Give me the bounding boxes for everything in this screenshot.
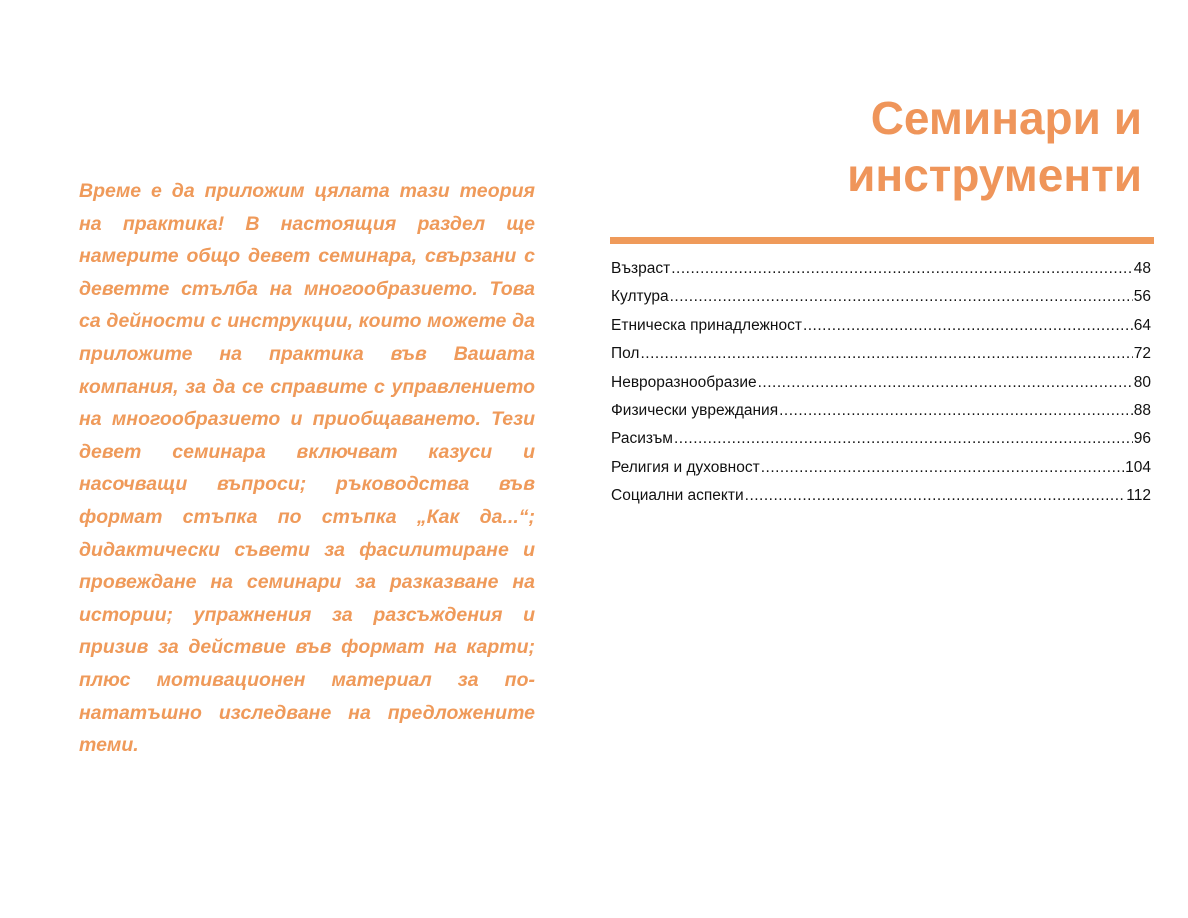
toc-entry-page: 56 xyxy=(1133,288,1151,306)
toc-dot-leader xyxy=(670,288,1133,306)
toc-entry-label: Възраст xyxy=(611,260,671,277)
toc-entry-ethnicity[interactable] xyxy=(611,317,1151,345)
toc-dot-leader xyxy=(671,260,1133,278)
toc-entry-page: 64 xyxy=(1133,316,1151,334)
toc-entry-neurodiversity[interactable] xyxy=(611,374,1151,402)
toc-entry-label: Физически увреждания xyxy=(611,401,779,419)
section-title xyxy=(622,90,1142,204)
toc-entry-age[interactable] xyxy=(611,260,1151,288)
toc-entry-page: 80 xyxy=(1133,373,1151,391)
toc-entry-social[interactable] xyxy=(611,487,1151,515)
toc-entry-label: Култура xyxy=(611,288,669,306)
toc-entry-page: 104 xyxy=(1125,458,1151,476)
toc-entry-label: Пол xyxy=(611,345,640,363)
toc-entry-page: 72 xyxy=(1133,345,1151,363)
toc-entry-page: 96 xyxy=(1133,430,1151,448)
section-title-line-2: инструменти xyxy=(847,149,1142,201)
toc-entry-label: Невроразнообразие xyxy=(611,373,757,391)
toc-entry-label: Религия и духовност xyxy=(611,458,760,476)
toc-entry-disabilities[interactable] xyxy=(611,402,1151,430)
toc-entry-page: 48 xyxy=(1133,260,1151,277)
toc-dot-leader xyxy=(674,430,1133,448)
toc-dot-leader xyxy=(640,345,1132,363)
toc-entry-gender[interactable] xyxy=(611,345,1151,373)
section-title-line-1: Семинари и xyxy=(870,92,1142,144)
toc-entry-page: 112 xyxy=(1126,487,1151,505)
toc-dot-leader xyxy=(761,459,1124,477)
toc-entry-racism[interactable] xyxy=(611,430,1151,458)
toc-entry-label: Расизъм xyxy=(611,430,673,448)
toc-dot-leader xyxy=(779,402,1133,420)
toc-entry-religion[interactable] xyxy=(611,459,1151,487)
toc-dot-leader xyxy=(745,487,1126,505)
toc-dot-leader xyxy=(758,374,1133,392)
toc-entry-label: Социални аспекти xyxy=(611,487,744,505)
toc-entry-culture[interactable] xyxy=(611,288,1151,316)
toc-dot-leader xyxy=(803,317,1133,335)
toc-entry-page: 88 xyxy=(1133,401,1151,419)
title-divider xyxy=(610,237,1154,244)
toc-entry-label: Етническа принадлежност xyxy=(611,316,802,334)
intro-paragraph: Време е да приложим цялата тази теория на практика! В настоящия раздел ще намерите общо девет семинара, свързани с деветте стълба на многообразието. Това са дейности с инструкции, които можете да приложите на практика във Вашата компания, за да се справите с управлението на многообразието и приобщаването. Тези девет семинара включват казуси и насочващи въпроси; ръководства във формат стъпка по стъпка „Как да...“; дидактически съвети за фасилитиране и провеждане на семинари за разказване на истории; упражнения за разсъждения и призив за действие във формат на карти; плюс мотивационен материал за по-нататъшно изследване на предложените теми. xyxy=(79,180,535,757)
table-of-contents xyxy=(611,260,1151,516)
